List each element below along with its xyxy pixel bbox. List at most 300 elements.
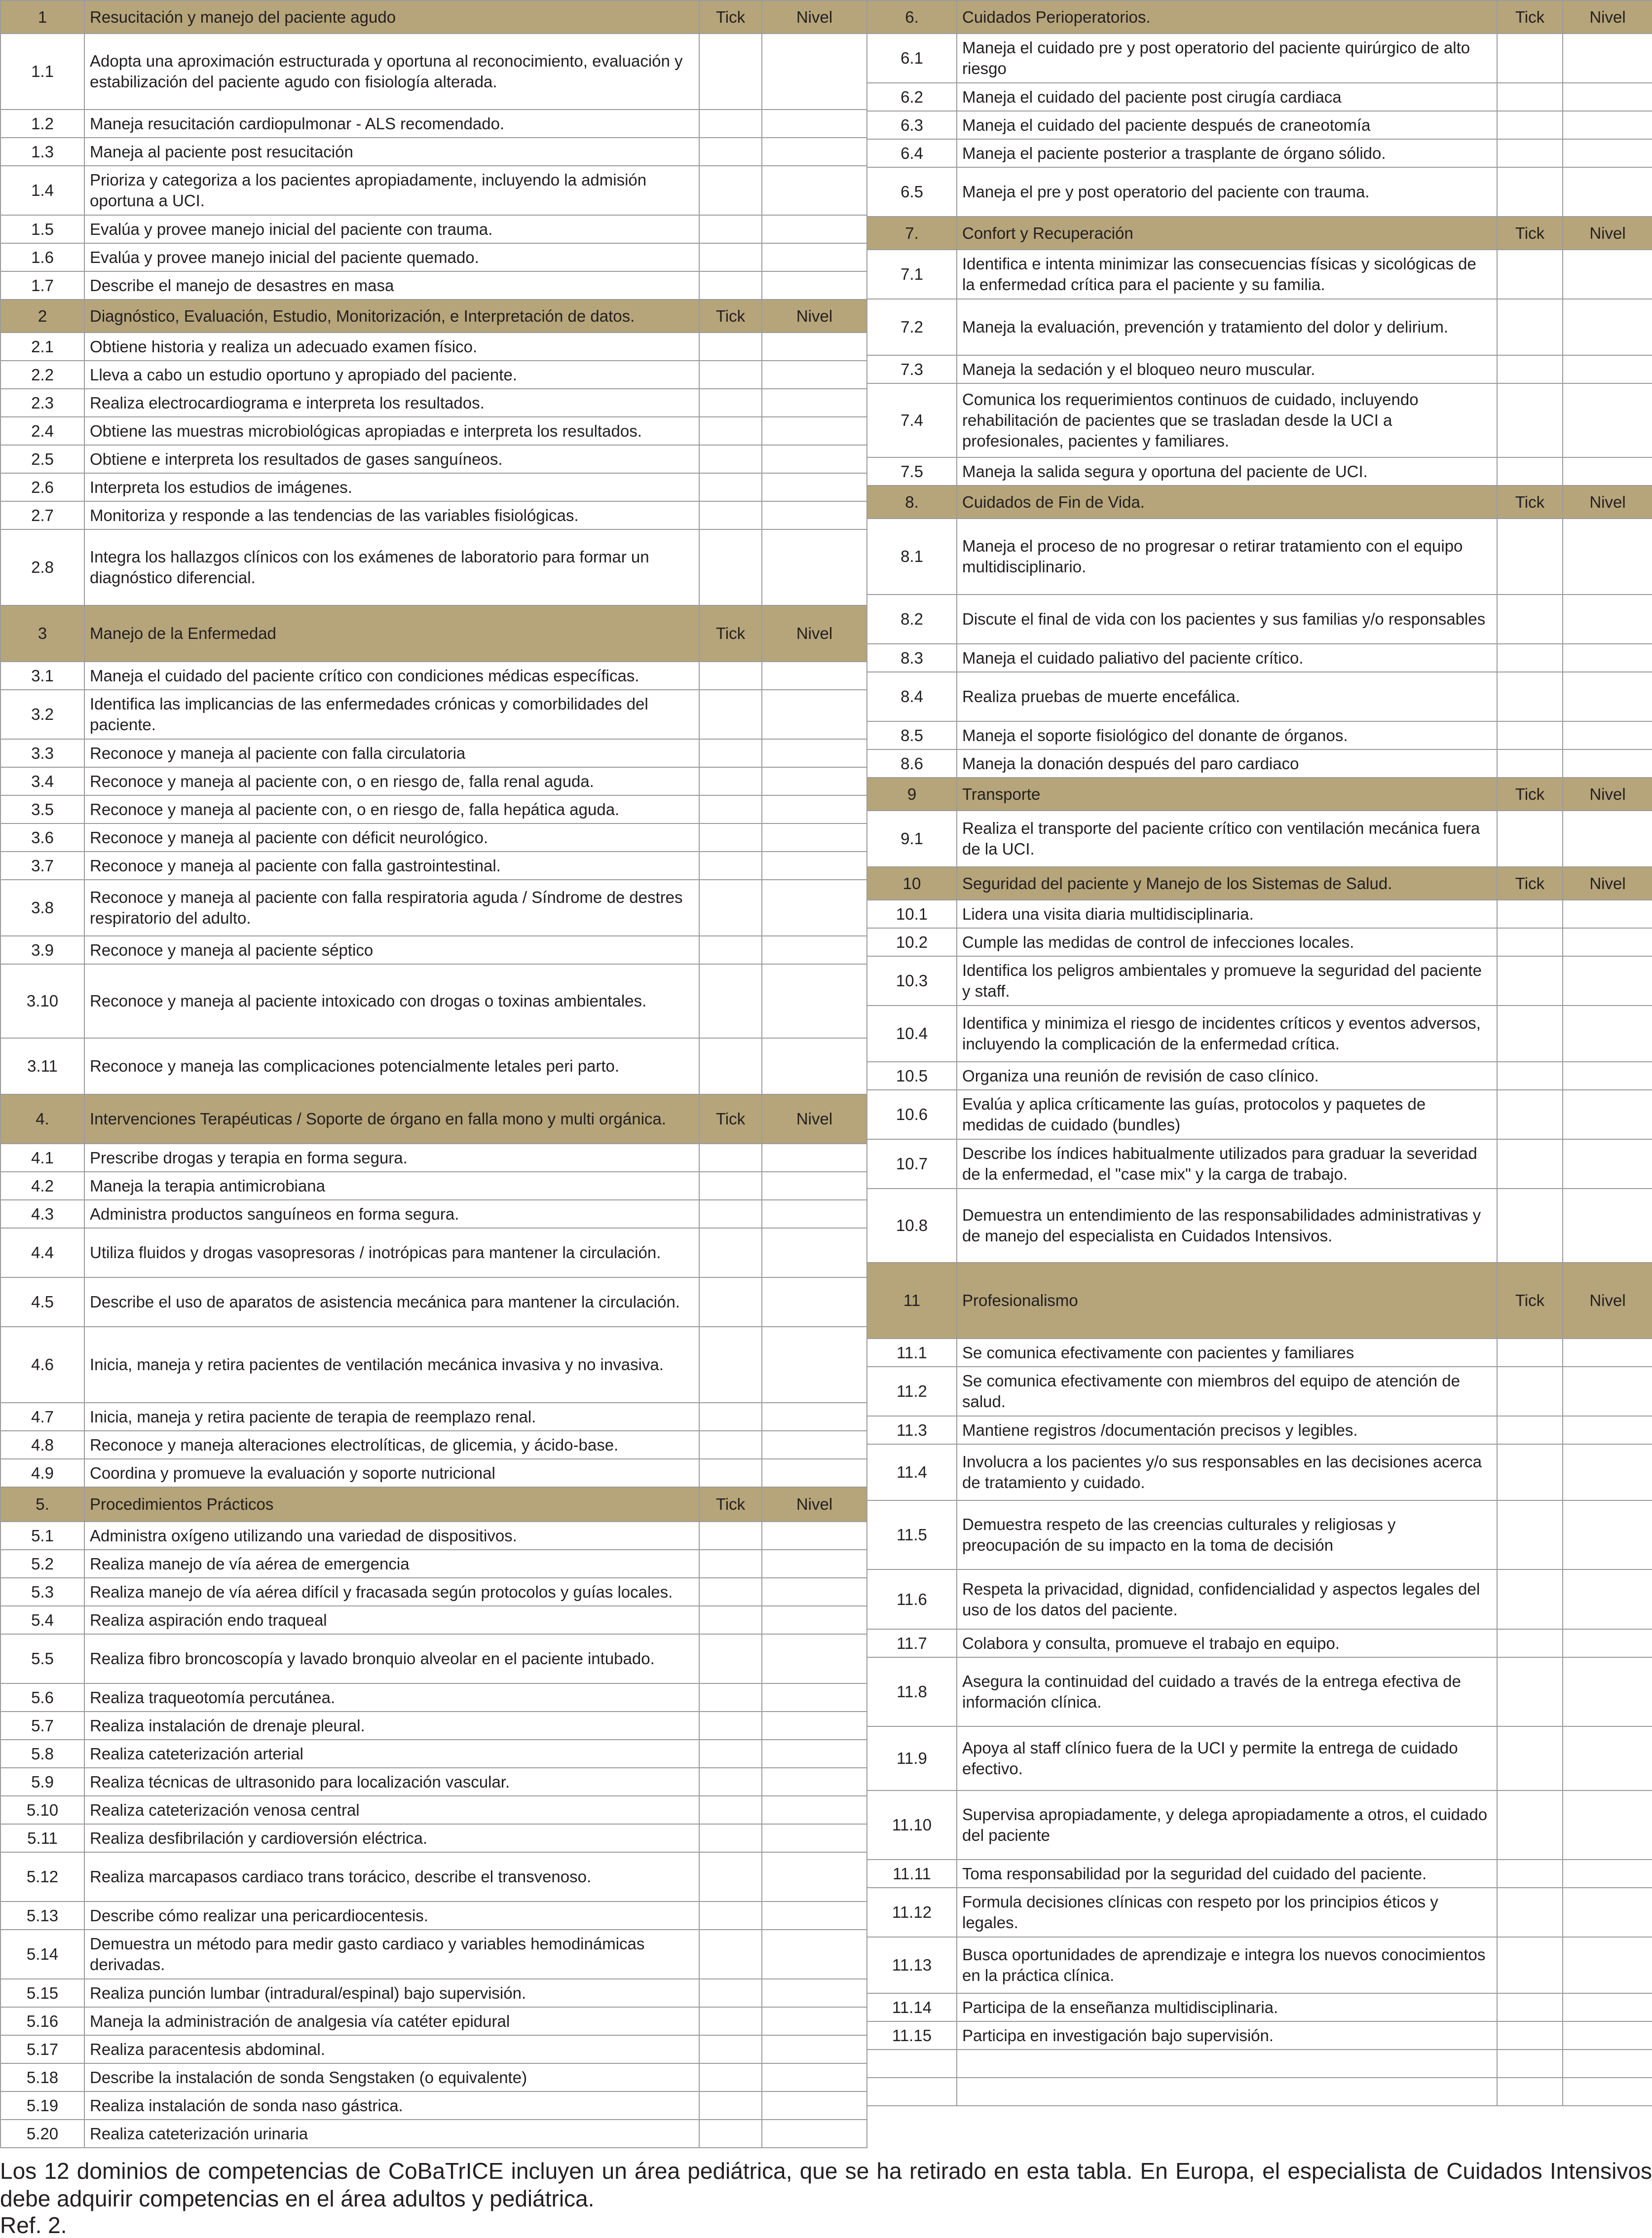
tick-cell[interactable]: [699, 1403, 762, 1431]
competency-row: [867, 1189, 1652, 1263]
competency-row: [0, 2091, 867, 2120]
tick-cell[interactable]: [1497, 1860, 1563, 1888]
nivel-cell[interactable]: [762, 739, 867, 767]
tick-cell[interactable]: [1497, 1657, 1563, 1726]
nivel-cell[interactable]: [762, 1038, 867, 1094]
tick-cell[interactable]: [699, 1712, 762, 1740]
competency-description: Realiza cateterización venosa central: [84, 1796, 699, 1824]
nivel-cell[interactable]: [1563, 1090, 1652, 1139]
nivel-cell[interactable]: [762, 1824, 867, 1852]
competency-row: [867, 1657, 1652, 1726]
tick-cell[interactable]: [699, 529, 762, 605]
nivel-cell[interactable]: [1563, 383, 1652, 457]
tick-cell[interactable]: [1497, 250, 1563, 299]
nivel-cell[interactable]: [762, 1634, 867, 1683]
nivel-cell[interactable]: [762, 852, 867, 880]
competency-number: 8.3: [867, 644, 957, 672]
competency-description: Asegura la continuidad del cuidado a través de la entrega efectiva de información clínica.: [957, 1657, 1497, 1726]
nivel-cell[interactable]: [762, 1979, 867, 2007]
competency-number: 2.7: [0, 501, 84, 529]
competency-number: 5.5: [0, 1634, 84, 1683]
tick-cell[interactable]: [699, 110, 762, 138]
competency-number: 6.4: [867, 139, 957, 167]
nivel-cell[interactable]: [1563, 1937, 1652, 1993]
competency-row: [0, 2035, 867, 2063]
nivel-cell[interactable]: [762, 1578, 867, 1606]
nivel-cell[interactable]: [762, 34, 867, 110]
competency-description: Mantiene registros /documentación precisos y legibles.: [957, 1416, 1497, 1444]
competency-description: Organiza una reunión de revisión de caso clínico.: [957, 1062, 1497, 1090]
competency-number: 6.3: [867, 111, 957, 139]
tick-cell[interactable]: [699, 138, 762, 166]
tick-cell[interactable]: [699, 1578, 762, 1606]
competency-description: Describe el uso de aparatos de asistencia mecánica para mantener la circulación.: [84, 1277, 699, 1327]
nivel-cell[interactable]: [1563, 1500, 1652, 1569]
nivel-cell[interactable]: [762, 361, 867, 389]
tick-cell[interactable]: [699, 852, 762, 880]
empty-cell: [867, 2078, 957, 2106]
nivel-cell[interactable]: [1563, 1657, 1652, 1726]
tick-cell[interactable]: [699, 1038, 762, 1094]
competency-description: Realiza el transporte del paciente crítico con ventilación mecánica fuera de la UCI.: [957, 811, 1497, 867]
nivel-cell[interactable]: [762, 823, 867, 852]
competency-description: Participa de la enseñanza multidisciplinaria.: [957, 1993, 1497, 2021]
competency-number: 11.5: [867, 1500, 957, 1569]
competency-number: 4.6: [0, 1327, 84, 1403]
nivel-cell[interactable]: [762, 333, 867, 361]
tick-cell[interactable]: [699, 333, 762, 361]
section-number: 11: [867, 1263, 957, 1339]
competency-number: 11.4: [867, 1444, 957, 1500]
tick-cell[interactable]: [699, 1172, 762, 1200]
nivel-cell[interactable]: [762, 1172, 867, 1200]
nivel-cell[interactable]: [1563, 928, 1652, 956]
nivel-cell[interactable]: [762, 1403, 867, 1431]
nivel-cell[interactable]: [1563, 1860, 1652, 1888]
nivel-cell[interactable]: [762, 2091, 867, 2120]
tick-cell[interactable]: [699, 1277, 762, 1327]
tick-cell[interactable]: [699, 1144, 762, 1172]
tick-cell[interactable]: [1497, 1367, 1563, 1416]
nivel-cell[interactable]: [1563, 1139, 1652, 1189]
tick-cell[interactable]: [1497, 1339, 1563, 1367]
nivel-cell[interactable]: [1563, 167, 1652, 217]
section-header: [0, 0, 867, 34]
nivel-cell[interactable]: [1563, 1416, 1652, 1444]
nivel-cell[interactable]: [762, 1683, 867, 1712]
competency-row: [0, 501, 867, 529]
competency-number: 11.11: [867, 1860, 957, 1888]
competency-number: 1.6: [0, 243, 84, 271]
nivel-cell[interactable]: [762, 271, 867, 299]
nivel-cell[interactable]: [1563, 721, 1652, 749]
competency-number: 1.1: [0, 34, 84, 110]
competency-row: [0, 215, 867, 243]
competency-number: 11.2: [867, 1367, 957, 1416]
nivel-cell[interactable]: [1563, 457, 1652, 485]
nivel-cell[interactable]: [762, 1606, 867, 1634]
tick-cell[interactable]: [699, 1796, 762, 1824]
nivel-cell[interactable]: [762, 215, 867, 243]
tick-column-header: Tick: [1497, 0, 1563, 34]
nivel-cell[interactable]: [1563, 1888, 1652, 1937]
tick-cell[interactable]: [1497, 1888, 1563, 1937]
tick-cell[interactable]: [1497, 1500, 1563, 1569]
competency-description: Monitoriza y responde a las tendencias de las variables fisiológicas.: [84, 501, 699, 529]
nivel-cell[interactable]: [762, 880, 867, 936]
nivel-cell[interactable]: [762, 389, 867, 417]
competency-description: Obtiene las muestras microbiológicas apropiadas e interpreta los resultados.: [84, 417, 699, 445]
competency-row: [0, 1550, 867, 1578]
tick-cell[interactable]: [699, 417, 762, 445]
competency-row: [0, 690, 867, 739]
competency-number: 5.18: [0, 2063, 84, 2091]
nivel-column-header: Nivel: [1563, 217, 1652, 250]
nivel-cell[interactable]: [1563, 1444, 1652, 1500]
competency-number: 4.3: [0, 1200, 84, 1228]
section-title: Cuidados de Fin de Vida.: [957, 485, 1497, 519]
tick-cell[interactable]: [1497, 928, 1563, 956]
competency-number: 4.7: [0, 1403, 84, 1431]
tick-cell[interactable]: [699, 2063, 762, 2091]
tick-cell[interactable]: [699, 1550, 762, 1578]
competency-number: 2.5: [0, 445, 84, 473]
nivel-cell[interactable]: [762, 1712, 867, 1740]
tick-cell[interactable]: [699, 243, 762, 271]
tick-cell[interactable]: [699, 767, 762, 795]
tick-cell[interactable]: [1497, 355, 1563, 383]
tick-cell[interactable]: [1497, 83, 1563, 111]
nivel-cell[interactable]: [762, 138, 867, 166]
nivel-cell[interactable]: [762, 529, 867, 605]
nivel-cell[interactable]: [1563, 2021, 1652, 2050]
nivel-cell[interactable]: [762, 445, 867, 473]
competency-number: 3.5: [0, 795, 84, 823]
nivel-cell[interactable]: [762, 243, 867, 271]
tick-cell[interactable]: [1497, 111, 1563, 139]
competency-description: Colabora y consulta, promueve el trabajo en equipo.: [957, 1629, 1497, 1657]
nivel-cell[interactable]: [762, 1431, 867, 1459]
tick-cell[interactable]: [1497, 383, 1563, 457]
nivel-cell[interactable]: [762, 1852, 867, 1902]
section-header: [0, 1487, 867, 1522]
competency-description: Realiza traqueotomía percutánea.: [84, 1683, 699, 1712]
table-caption: Los 12 dominios de competencias de CoBaTrICE incluyen un área pediátrica, que se ha retirado en esta tabla. En Europa, el especialista de Cuidados Intensivos debe adquirir competencias en el área adultos y pediátrica.: [0, 2158, 1652, 2211]
nivel-cell[interactable]: [762, 1740, 867, 1768]
competency-row: [867, 900, 1652, 928]
tick-cell[interactable]: [1497, 595, 1563, 644]
competency-number: 10.6: [867, 1090, 957, 1139]
competency-row: [867, 672, 1652, 721]
competency-row: [0, 1522, 867, 1550]
nivel-cell[interactable]: [762, 1459, 867, 1487]
tick-cell[interactable]: [699, 1459, 762, 1487]
competency-row: [0, 662, 867, 690]
tick-cell[interactable]: [1497, 1629, 1563, 1657]
competency-row: [0, 1200, 867, 1228]
tick-cell[interactable]: [1497, 139, 1563, 167]
nivel-cell[interactable]: [1563, 644, 1652, 672]
tick-cell[interactable]: [699, 690, 762, 739]
nivel-cell[interactable]: [1563, 811, 1652, 867]
nivel-cell[interactable]: [1563, 1993, 1652, 2021]
tick-cell[interactable]: [1497, 721, 1563, 749]
nivel-cell[interactable]: [762, 795, 867, 823]
nivel-cell[interactable]: [762, 1228, 867, 1277]
section-number: 2: [0, 299, 84, 333]
tick-cell[interactable]: [1497, 457, 1563, 485]
tick-cell[interactable]: [1497, 1569, 1563, 1629]
nivel-cell[interactable]: [762, 1930, 867, 1979]
section-header: [867, 778, 1652, 811]
nivel-cell[interactable]: [1563, 749, 1652, 778]
tick-cell[interactable]: [699, 1228, 762, 1277]
nivel-cell[interactable]: [762, 2035, 867, 2063]
nivel-cell[interactable]: [762, 2007, 867, 2035]
tick-cell[interactable]: [1497, 956, 1563, 1006]
nivel-cell[interactable]: [1563, 1189, 1652, 1263]
tick-cell[interactable]: [699, 1740, 762, 1768]
nivel-column-header: Nivel: [1563, 778, 1652, 811]
tick-cell[interactable]: [699, 1930, 762, 1979]
section-number: 6.: [867, 0, 957, 34]
tick-cell[interactable]: [699, 1200, 762, 1228]
tick-cell[interactable]: [1497, 1726, 1563, 1790]
section-title: Cuidados Perioperatorios.: [957, 0, 1497, 34]
tick-cell[interactable]: [1497, 299, 1563, 355]
competency-description: Toma responsabilidad por la seguridad del cuidado del paciente.: [957, 1860, 1497, 1888]
tick-cell[interactable]: [699, 1768, 762, 1796]
nivel-cell[interactable]: [762, 1277, 867, 1327]
nivel-cell[interactable]: [762, 690, 867, 739]
nivel-cell[interactable]: [762, 417, 867, 445]
competency-number: 8.4: [867, 672, 957, 721]
nivel-cell[interactable]: [762, 2120, 867, 2148]
competency-description: Identifica las implicancias de las enfermedades crónicas y comorbilidades del paciente.: [84, 690, 699, 739]
nivel-cell[interactable]: [1563, 1367, 1652, 1416]
tick-cell[interactable]: [1497, 1189, 1563, 1263]
section-header: [867, 867, 1652, 900]
tick-cell[interactable]: [1497, 1937, 1563, 1993]
nivel-column-header: Nivel: [762, 605, 867, 662]
tick-cell[interactable]: [699, 473, 762, 501]
competency-description: Reconoce y maneja al paciente con, o en riesgo de, falla renal aguda.: [84, 767, 699, 795]
tick-cell[interactable]: [699, 1683, 762, 1712]
competency-number: 4.1: [0, 1144, 84, 1172]
nivel-cell[interactable]: [762, 1144, 867, 1172]
nivel-cell[interactable]: [762, 1796, 867, 1824]
tick-cell[interactable]: [1497, 811, 1563, 867]
nivel-cell[interactable]: [1563, 299, 1652, 355]
tick-cell[interactable]: [1497, 2021, 1563, 2050]
tick-cell[interactable]: [699, 662, 762, 690]
nivel-cell[interactable]: [762, 473, 867, 501]
tick-cell[interactable]: [699, 1327, 762, 1403]
competency-row: [0, 473, 867, 501]
competency-description: Maneja el soporte fisiológico del donante de órganos.: [957, 721, 1497, 749]
tick-cell[interactable]: [699, 501, 762, 529]
nivel-cell[interactable]: [762, 1768, 867, 1796]
tick-cell[interactable]: [1497, 1062, 1563, 1090]
competency-number: 5.6: [0, 1683, 84, 1712]
tick-cell[interactable]: [699, 2091, 762, 2120]
nivel-column-header: Nivel: [1563, 485, 1652, 519]
tick-cell[interactable]: [699, 739, 762, 767]
tick-cell[interactable]: [1497, 519, 1563, 595]
tick-cell[interactable]: [1497, 1139, 1563, 1189]
tick-cell[interactable]: [1497, 749, 1563, 778]
tick-cell[interactable]: [699, 1979, 762, 2007]
tick-cell[interactable]: [1497, 1444, 1563, 1500]
tick-cell[interactable]: [1497, 167, 1563, 217]
competency-number: 2.6: [0, 473, 84, 501]
tick-cell[interactable]: [699, 2120, 762, 2148]
competency-description: Reconoce y maneja alteraciones electrolíticas, de glicemia, y ácido-base.: [84, 1431, 699, 1459]
competency-number: 11.8: [867, 1657, 957, 1726]
tick-cell[interactable]: [699, 2035, 762, 2063]
tick-cell[interactable]: [699, 2007, 762, 2035]
nivel-cell[interactable]: [1563, 1790, 1652, 1860]
competency-number: 7.1: [867, 250, 957, 299]
competency-row: [0, 1979, 867, 2007]
nivel-cell[interactable]: [1563, 1006, 1652, 1062]
section-title: Resucitación y manejo del paciente agudo: [84, 0, 699, 34]
nivel-cell[interactable]: [762, 1200, 867, 1228]
tick-cell[interactable]: [699, 1522, 762, 1550]
competency-row: [0, 1228, 867, 1277]
tick-cell[interactable]: [699, 1902, 762, 1930]
nivel-cell[interactable]: [1563, 34, 1652, 83]
nivel-cell[interactable]: [1563, 83, 1652, 111]
tick-cell[interactable]: [1497, 1993, 1563, 2021]
competency-row: [867, 1444, 1652, 1500]
tick-cell[interactable]: [1497, 1416, 1563, 1444]
tick-cell[interactable]: [1497, 1790, 1563, 1860]
competency-description: Reconoce y maneja al paciente con, o en riesgo de, falla hepática aguda.: [84, 795, 699, 823]
nivel-cell[interactable]: [762, 936, 867, 964]
tick-cell[interactable]: [699, 1852, 762, 1902]
tick-cell[interactable]: [1497, 900, 1563, 928]
nivel-cell[interactable]: [762, 501, 867, 529]
competency-description: Demuestra un método para medir gasto cardiaco y variables hemodinámicas derivadas.: [84, 1930, 699, 1979]
nivel-cell[interactable]: [1563, 355, 1652, 383]
right-competency-table: [866, 0, 1652, 2106]
nivel-cell[interactable]: [1563, 1569, 1652, 1629]
nivel-cell[interactable]: [1563, 672, 1652, 721]
competency-row: [867, 1090, 1652, 1139]
competency-description: Lidera una visita diaria multidisciplinaria.: [957, 900, 1497, 928]
competency-row: [0, 1172, 867, 1200]
tick-cell[interactable]: [699, 823, 762, 852]
nivel-cell[interactable]: [1563, 111, 1652, 139]
nivel-cell[interactable]: [762, 1550, 867, 1578]
tick-cell[interactable]: [699, 1634, 762, 1683]
competency-description: Realiza desfibrilación y cardioversión eléctrica.: [84, 1824, 699, 1852]
tick-cell[interactable]: [699, 271, 762, 299]
section-header: [867, 1263, 1652, 1339]
empty-cell: [957, 2050, 1497, 2078]
tick-cell[interactable]: [699, 361, 762, 389]
competency-number: 3.9: [0, 936, 84, 964]
tick-column-header: Tick: [699, 0, 762, 34]
tick-cell[interactable]: [699, 880, 762, 936]
nivel-cell[interactable]: [1563, 900, 1652, 928]
nivel-cell[interactable]: [1563, 1629, 1652, 1657]
nivel-cell[interactable]: [1563, 956, 1652, 1006]
tick-cell[interactable]: [699, 1431, 762, 1459]
competency-row: [867, 355, 1652, 383]
nivel-cell[interactable]: [762, 1902, 867, 1930]
nivel-cell[interactable]: [762, 166, 867, 215]
tick-cell[interactable]: [699, 964, 762, 1038]
nivel-cell[interactable]: [1563, 1062, 1652, 1090]
nivel-cell[interactable]: [1563, 1726, 1652, 1790]
tick-cell[interactable]: [699, 34, 762, 110]
competency-number: 4.4: [0, 1228, 84, 1277]
tick-cell[interactable]: [699, 1824, 762, 1852]
nivel-cell[interactable]: [1563, 139, 1652, 167]
tick-cell[interactable]: [699, 215, 762, 243]
nivel-cell[interactable]: [762, 767, 867, 795]
section-number: 9: [867, 778, 957, 811]
tick-cell[interactable]: [699, 166, 762, 215]
nivel-cell[interactable]: [1563, 250, 1652, 299]
tick-column-header: Tick: [1497, 1263, 1563, 1339]
competency-number: 1.7: [0, 271, 84, 299]
nivel-cell[interactable]: [1563, 519, 1652, 595]
competency-row: [0, 445, 867, 473]
tick-cell[interactable]: [699, 1606, 762, 1634]
nivel-cell[interactable]: [1563, 595, 1652, 644]
tick-cell[interactable]: [1497, 34, 1563, 83]
tick-cell[interactable]: [699, 936, 762, 964]
competency-description: Discute el final de vida con los pacientes y sus familias y/o responsables: [957, 595, 1497, 644]
competency-row: [867, 1139, 1652, 1189]
competency-row: [0, 166, 867, 215]
nivel-cell[interactable]: [762, 2063, 867, 2091]
competency-description: Identifica e intenta minimizar las consecuencias físicas y sicológicas de la enfermedad crítica para el paciente y su familia.: [957, 250, 1497, 299]
tick-cell[interactable]: [699, 445, 762, 473]
section-title: Intervenciones Terapéuticas / Soporte de órgano en falla mono y multi orgánica.: [84, 1094, 699, 1144]
nivel-cell[interactable]: [762, 1522, 867, 1550]
tick-column-header: Tick: [1497, 778, 1563, 811]
tick-cell[interactable]: [699, 795, 762, 823]
nivel-cell[interactable]: [762, 1327, 867, 1403]
tick-cell[interactable]: [1497, 1090, 1563, 1139]
competency-description: Maneja la donación después del paro cardiaco: [957, 749, 1497, 778]
competency-description: Busca oportunidades de aprendizaje e integra los nuevos conocimientos en la práctica clínica.: [957, 1937, 1497, 1993]
tick-cell[interactable]: [1497, 672, 1563, 721]
nivel-cell[interactable]: [762, 662, 867, 690]
competency-description: Administra productos sanguíneos en forma segura.: [84, 1200, 699, 1228]
competency-description: Realiza manejo de vía aérea difícil y fracasada según protocolos y guías locales.: [84, 1578, 699, 1606]
competency-row: [0, 1740, 867, 1768]
section-header: [0, 1094, 867, 1144]
nivel-cell[interactable]: [762, 964, 867, 1038]
competency-row: [0, 417, 867, 445]
tick-cell[interactable]: [1497, 644, 1563, 672]
competency-row: [0, 1634, 867, 1683]
tick-column-header: Tick: [699, 1094, 762, 1144]
empty-row: [867, 2050, 1652, 2078]
section-title: Manejo de la Enfermedad: [84, 605, 699, 662]
nivel-cell[interactable]: [762, 110, 867, 138]
tick-cell[interactable]: [699, 389, 762, 417]
tick-cell[interactable]: [1497, 1006, 1563, 1062]
competency-number: 5.10: [0, 1796, 84, 1824]
competency-description: Maneja la sedación y el bloqueo neuro muscular.: [957, 355, 1497, 383]
nivel-cell[interactable]: [1563, 1339, 1652, 1367]
